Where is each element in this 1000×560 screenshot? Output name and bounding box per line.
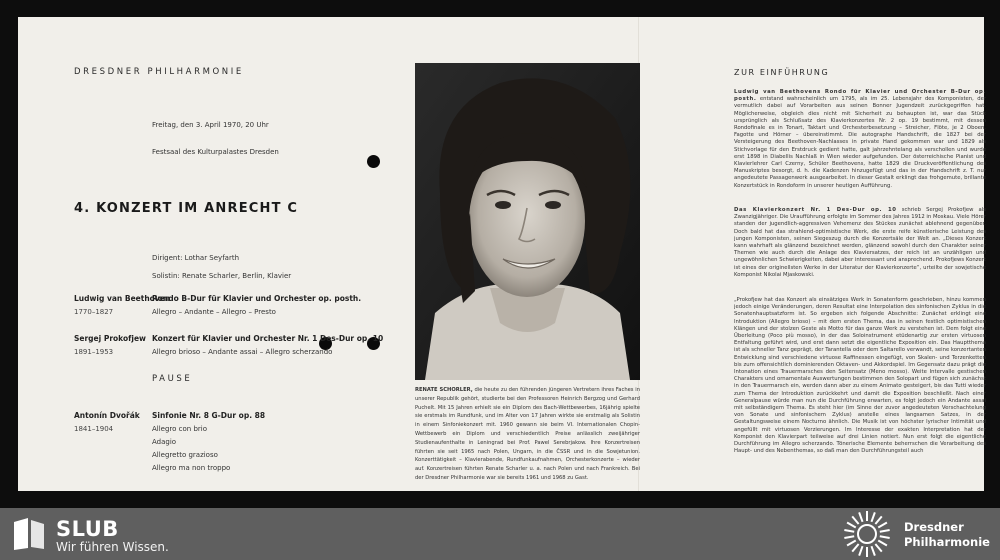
work-block xyxy=(152,294,361,316)
paragraph-lead: Das Klavierkonzert Nr. 1 Des-Dur op. 10 xyxy=(734,207,897,213)
composer-name: Ludwig van Beethoven xyxy=(74,294,171,303)
photo-caption xyxy=(415,386,640,483)
work-movement: Allegretto grazioso xyxy=(152,451,218,459)
composer-block xyxy=(74,334,146,356)
paragraph-text: schrieb Sergej Prokofjew als Zwanzigjähriger. Die Uraufführung erfolgte im Sommer des Jahres 1912 in Moskau. Viele Hörer standen der jugendlich-aggressiven Vehemenz des Stückes zunächst ablehnend gegenüber. Doch bald hat das strahlend-optimistische Werk, die erste reife künstlerische Leistung des jungen Komponisten, seinen Siegeszug durch die Konzertsäle der Welt an. „Dieses Konzert kann wahrhaft als glänzend bezeichnet werden, glänzend sowohl durch den Charakter seiner Themen wie auch durch die Anlage des Klaviersatzes, der reich ist an unzähligen und ungewöhnlichen Schwierigkeiten, dabei aber interessant und ansprechend. Prokofjews Konzert ist eines der originellsten Werke in der Literatur der Klavierkonzerte“, urteilte der sowjetische Komponist Nikolai Mjaskowski. xyxy=(734,207,986,278)
work-movement: Allegro con brio xyxy=(152,425,208,433)
caption-text: die heute zu den führenden jüngeren Vertretern ihres Faches in unserer Republik gehört, studierte bei den Professoren Heinrich Bergzog und Gerhard Puchelt. Mit 15 Jahren erhielt sie ein Diplom des Bach-Wettbewerbes, 16jährig spielte sie erstmals im Rundfunk, und im Alter von 17 Jahren wirkte sie erstmalig als Solistin in einem Sinfoniekonzert mit. 1960 gewann sie beim VI. Internationalen Chopin-Wettbewerb ein Diplom und verschiedentlich Preise anlässlich zweijähriger Studienaufenthalte in Leningrad bei Prof. Pawel Serebrjakow. Ihre Konzertreisen führten sie seit 1965 nach Polen, Ungarn, in die ČSSR und in die Sowjetunion. Konzerttätigkeit – Klavierabende, Rundfunkaufnahmen, Orchesterkonzerte – wieder auf. Konzertreisen führten Renate Scharler u. a. nach Polen und nach Frankreich. Bei der Dresdner Philharmonie war sie bereits 1961 und 1968 zu Gast. xyxy=(415,387,640,481)
work-movement: Allegro – Andante – Allegro – Presto xyxy=(152,308,276,316)
composer-years: 1891–1953 xyxy=(74,348,114,356)
footer-bar xyxy=(0,508,1000,560)
concert-venue: Festsaal des Kulturpalastes Dresden xyxy=(152,148,279,156)
library-slogan: Wir führen Wissen. xyxy=(56,540,169,554)
work-movement: Adagio xyxy=(152,438,177,446)
intro-paragraph-beethoven xyxy=(734,89,986,213)
composer-years: 1770–1827 xyxy=(74,308,114,316)
library-name: SLUB xyxy=(56,517,119,541)
paragraph-lead: Ludwig van Beethovens Rondo für Klavier und Orchester B-Dur op. posth. xyxy=(734,89,986,103)
work-title: Sinfonie Nr. 8 G-Dur op. 88 xyxy=(152,411,266,420)
composer-name: Sergej Prokofjew xyxy=(74,334,146,343)
soloist-portrait-photo xyxy=(415,63,640,380)
intro-paragraph-prokofiev xyxy=(734,207,986,291)
work-block xyxy=(152,411,265,472)
intro-paragraph-analysis xyxy=(734,297,986,487)
work-movement: Allegro ma non troppo xyxy=(152,464,231,472)
paragraph-text: entstand wahrscheinlich um 1795, als im 25. Lebensjahr des Komponisten, der vermutlich dabei auf Vorarbeiten aus seinen Bonner Jugendzeit zurückgegriffen hat. Möglicherweise, obgleich dies nicht mit Sicherheit zu behaupten ist, war das Stück ursprünglich als Schlußsatz des Klavierkonzertes Nr. 2 op. 19 bestimmt, mit dessen Rondofinale es in Tonart, Taktart und Orchesterbesetzung – Streicher, Flöte, je 2 Oboen, Fagotte und Hörner – übereinstimmt. Die autographe Handschrift, die 1827 bei der Versteigerung des Beethoven-Nachlasses in private Hand gekommen war und 1829 als Stichvorlage für den Erstdruck gedient hatte, galt jahrzehntelang als verschollen und wurde erst 1898 in Diabellis Nachlaß in Wien wieder aufgefunden. Der österreichische Pianist und Klavierlehrer Carl Czerny, Schüler Beethovens, hatte 1829 die Druckveröffentlichung des Manuskriptes besorgt, d. h. die Kadenzen hinzugefügt und das in der Handschrift z. T. nur angedeutete Passagenwerk ausgearbeitet. In dieser Gestalt erklingt das frohgemute, brillante Konzertstück in Rondoform in unserer heutigen Aufführung. xyxy=(734,96,986,189)
introduction-heading: ZUR EINFÜHRUNG xyxy=(734,68,830,77)
philharmonie-sunburst-logo-icon xyxy=(842,510,892,560)
paragraph-text: „Prokofjew hat das Konzert als einsätziges Werk in Sonatenform geschrieben, hinzu kommen jedoch einige Veränderungen, deren Resultat eine Interpolation des sinfonischen Zyklus in die Sonatenhauptsatzform ist. So ergeben sich folgende Abschnitte: Zunächst erklingt eine Introduktion (Allegro brioso) – mit dem ersten Thema, das in seinen festlich optimistischen Klängen und der stolzen Geste als Motto für das ganze Werk zu verstehen ist. Dem folgt eine Überleitung (Poco più mosso), in der das Soloinstrument etüdenartig zur ersten virtuosen Entfaltung geführt wird, und erst dann setzt die eigentliche Exposition ein. Das Hauptthema ist als schneller Tanz geprägt, der Tarantella oder dem Saltarello verwandt, seine konzertanten Entwicklung sind verschiedene virtuose Raffinessen eingefügt, von Skalen- und Terzenketten bis zum offensichtlich dominierenden Oktaven- und Akkordspiel. Im Gegensatz dazu prägt die Intonation eines Trauermarsches den Seitensatz (Meno mosso). Weite Intervalle gestischen Charakters und ornamentale Auswertungen bestimmen den Solopart und fügen sich zunächst in den Trauermarsch ein, werden dann aber zu einem Animato gesteigert, bis das Tutti wieder zum Thema der Introduktion zurückkehrt und damit die Exposition beschließt. Nach einer Generalpause würde man nun die Durchführung erwarten, es folgt jedoch ein Andante assai mit selbständigem Thema. Es steht hier (im Sinne der zuvor angedeuteten Verschachtelung von Sonate und sinfonischem Zyklus) anstelle eines langsamen Satzes, in der Gestaltungsweise einem Nocturno ähnlich. Die Musik ist von höchster lyrischer Intimität und angefüllt mit virtuosen Verzierungen. Im Interesse der exakten Interpretation hat der Komponist den Klavierpart teilweise auf drei Linien notiert. Nun erst folgt die eigentliche Durchführung im Allegro scherzando. Tönerische Elemente beherrschen die Verarbeitung des Haupt- und des Nebenthemas, so daß man den Durchführungsteil auch xyxy=(734,297,986,455)
composer-years: 1841–1904 xyxy=(74,425,114,433)
partner-name-line1: Dresdner xyxy=(904,520,964,534)
work-title: Konzert für Klavier und Orchester Nr. 1 Des-Dur op. 10 xyxy=(152,334,384,343)
work-movement: Allegro brioso – Andante assai – Allegro scherzando xyxy=(152,348,333,356)
punch-hole xyxy=(367,155,380,168)
program-sheet xyxy=(18,17,984,491)
concert-title: 4. KONZERT IM ANRECHT C xyxy=(74,201,299,216)
work-title: Rondo B-Dur für Klavier und Orchester op. posth. xyxy=(152,294,362,303)
conductor: Dirigent: Lothar Seyfarth xyxy=(152,254,240,262)
intermission-label: PAUSE xyxy=(152,374,193,384)
slub-book-logo-icon xyxy=(12,516,48,556)
composer-name: Antonín Dvořák xyxy=(74,411,140,420)
concert-date: Freitag, den 3. April 1970, 20 Uhr xyxy=(152,121,269,129)
soloist: Solistin: Renate Scharler, Berlin, Klavier xyxy=(152,272,292,280)
caption-name: RENATE SCHORLER, xyxy=(415,387,473,393)
organization-name: DRESDNER PHILHARMONIE xyxy=(74,67,244,77)
composer-block xyxy=(74,411,140,433)
partner-name-line2: Philharmonie xyxy=(904,535,990,549)
work-block xyxy=(152,334,383,356)
